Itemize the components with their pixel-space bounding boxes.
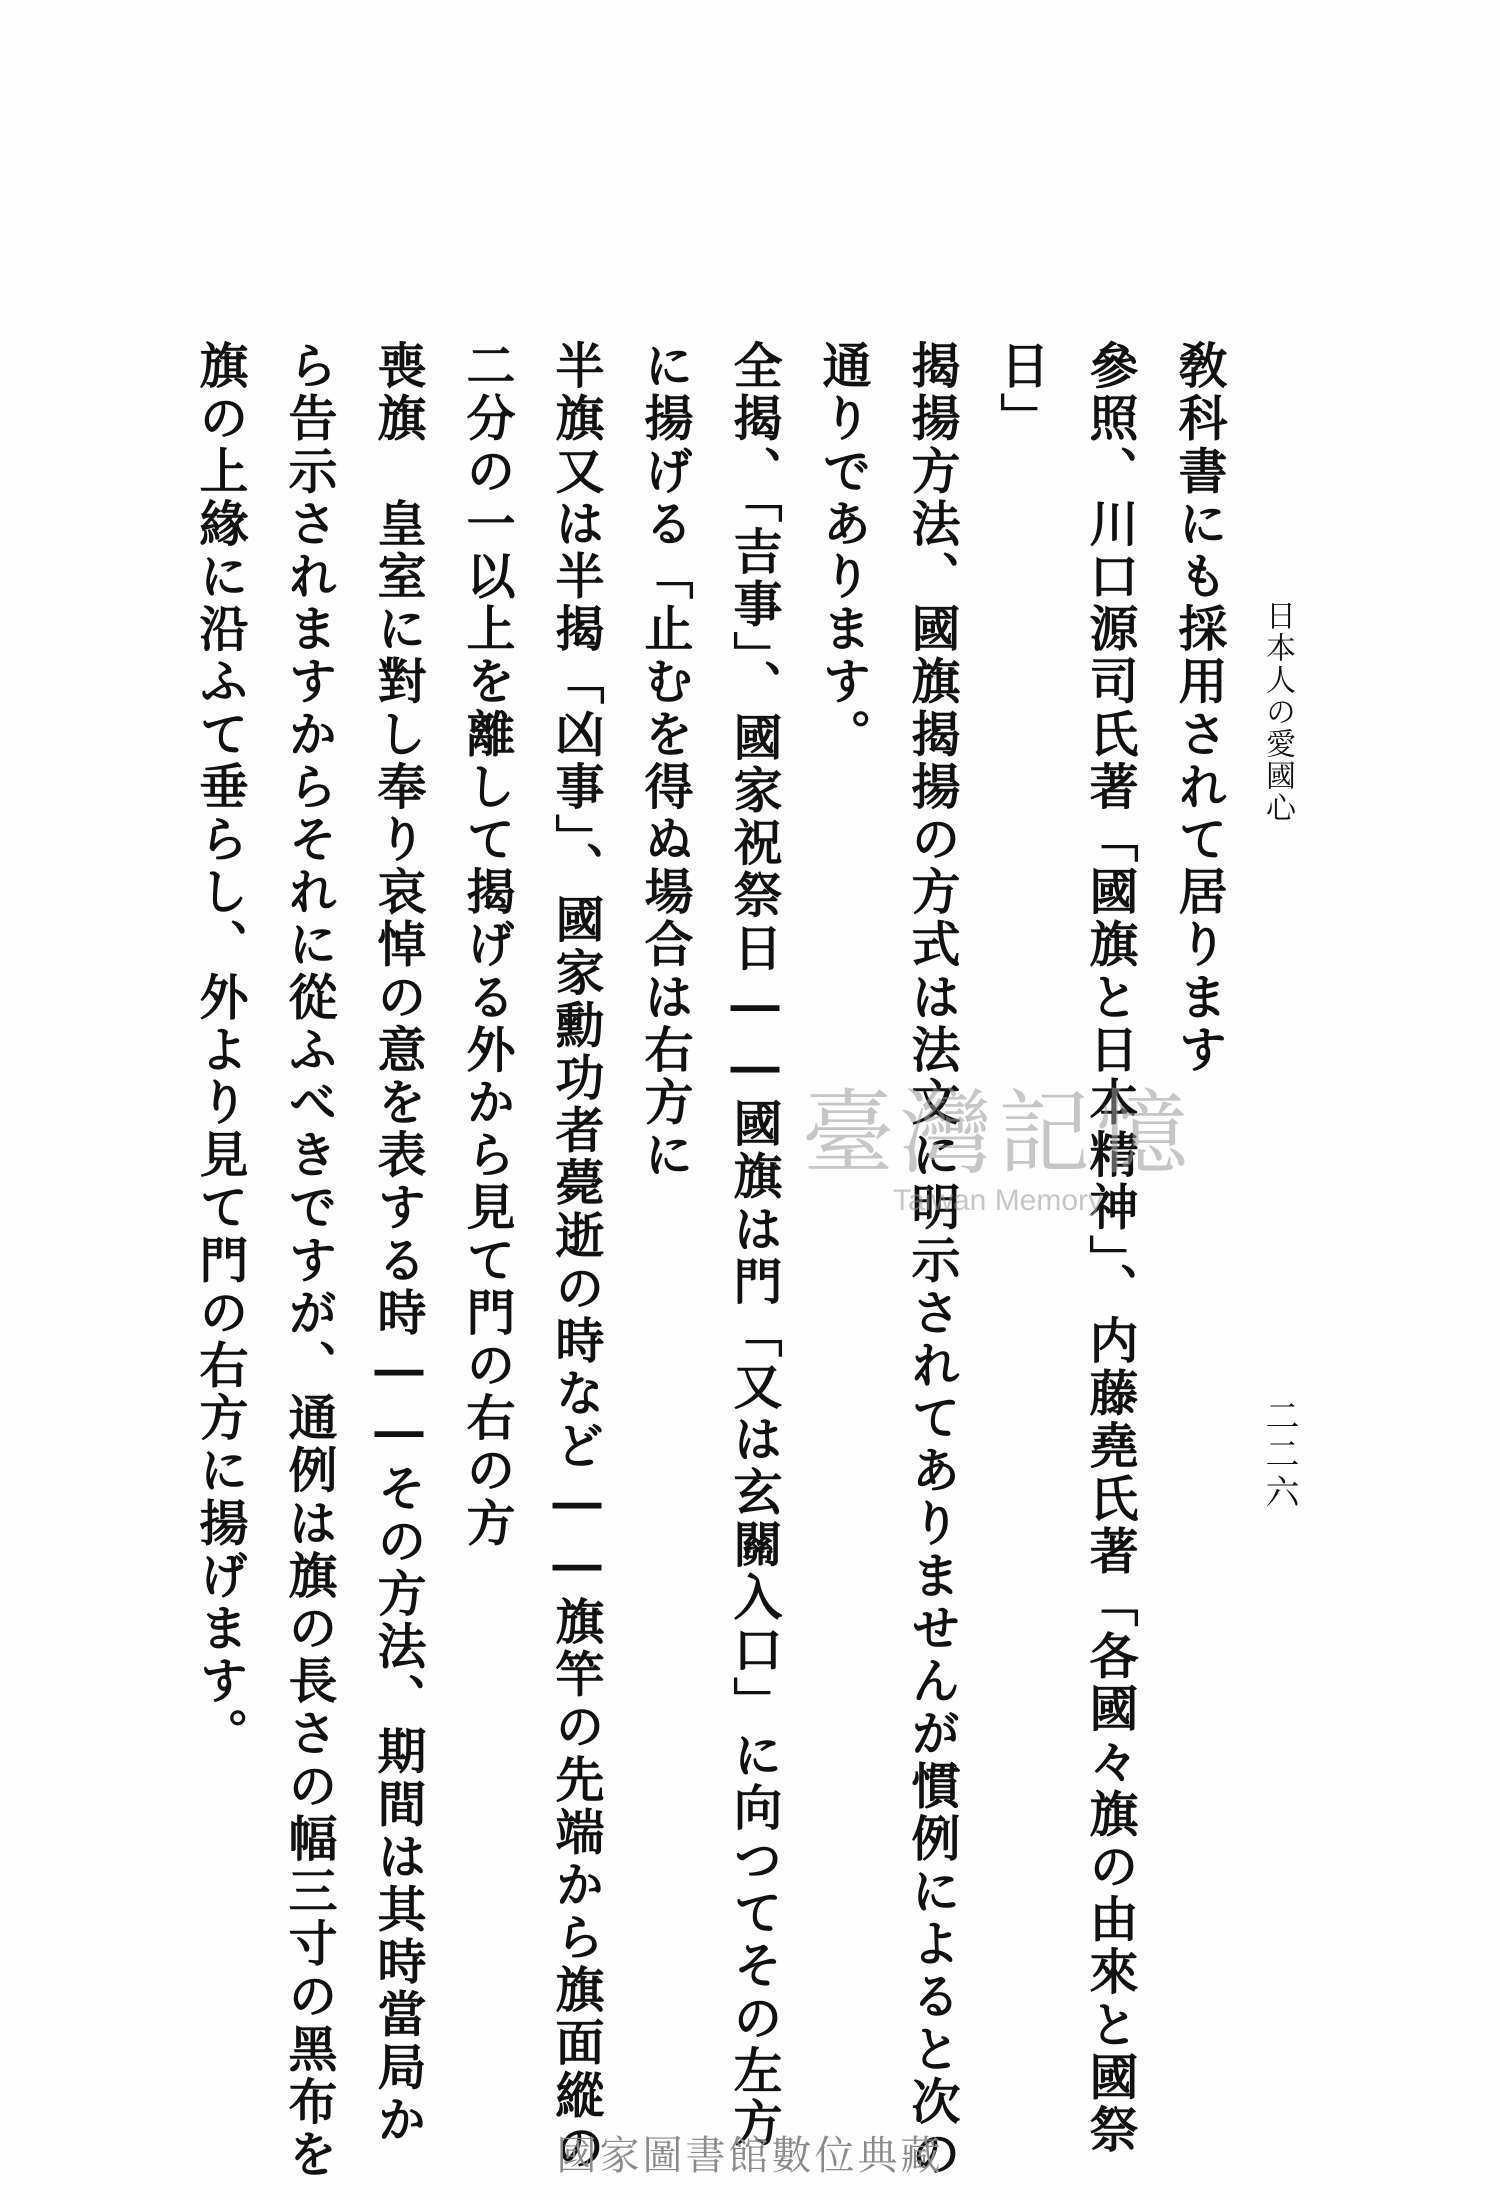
text-column-6: 全揭、「吉事」、國家祝祭日――國旗は門「又は玄關入口」に向つてその左方 [726, 340, 784, 2150]
text-column-7: に揚げる「止むを得ぬ場合は右方に [637, 340, 695, 1182]
text-column-3: 日」 [993, 340, 1051, 446]
running-head: 日本人の愛國心 [1260, 600, 1295, 824]
text-column-2: 參照、川口源司氏著「國旗と日本精神」、内藤堯氏著「各國々旗の由來と國祭 [1082, 340, 1140, 2157]
footer-archive-mark: 國家圖書館數位典藏 [556, 2133, 944, 2179]
text-column-11: ら告示されますからそれに從ふべきですが、通例は旗の長さの幅三寸の黑布を [281, 340, 339, 2181]
watermark-en: Taiwan Memory [892, 1184, 1104, 1217]
watermark [788, 1080, 1208, 1248]
text-column-1: 敎科書にも採用されて居ります [1171, 340, 1229, 1077]
text-column-9: 二分の一以上を離して揭げる外から見て門の右の方 [459, 340, 517, 1550]
text-column-4: 揭揚方法、國旗揭揚の方式は法文に明示されてありませんが慣例によると次の [904, 340, 962, 2181]
text-column-10: 喪旗 皇室に對し奉り哀悼の意を表する時――その方法、期間は其時當局か [370, 340, 428, 2147]
page-number: 二二六 [1259, 1398, 1299, 1512]
text-column-5: 通りであります。 [815, 340, 873, 761]
text-column-8: 半旗又は半揭「凶事」、國家勳功者薨逝の時など――旗竿の先端から旗面縱の [548, 340, 606, 2175]
text-column-12: 旗の上緣に沿ふて垂らし、外より見て門の右方に揚げます。 [192, 340, 250, 1761]
watermark-cjk: 臺灣記憶 [801, 1080, 1194, 1187]
